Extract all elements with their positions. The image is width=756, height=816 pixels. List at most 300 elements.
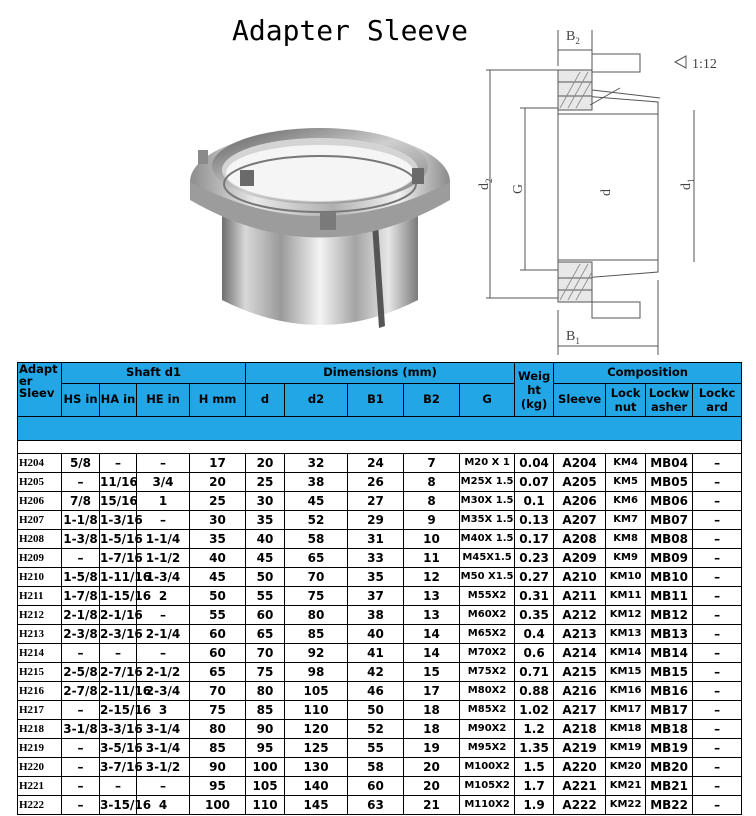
sleeve-cell: A204	[554, 454, 606, 473]
col-he: HE in	[137, 384, 190, 417]
lock-washer-cell: MB18	[646, 720, 693, 739]
h-cell: 60	[190, 625, 246, 644]
label-d2: $d_2$	[477, 178, 494, 190]
thread-cell: M75X2	[460, 663, 515, 682]
d2-cell: 38	[285, 473, 348, 492]
ha-cell: 1-11/16	[100, 568, 137, 587]
he-cell: 3-1/4	[137, 739, 190, 758]
model-cell: H219	[18, 739, 62, 758]
col-lock-nut: Lock nut	[606, 384, 646, 417]
d-cell: 100	[246, 758, 285, 777]
table-row	[18, 720, 742, 739]
lock-nut-cell: KM20	[606, 758, 646, 777]
table-row	[18, 796, 742, 815]
thread-cell: M70X2	[460, 644, 515, 663]
thread-cell: M100X2	[460, 758, 515, 777]
d2-cell: 52	[285, 511, 348, 530]
d-cell: 55	[246, 587, 285, 606]
b1-cell: 46	[348, 682, 404, 701]
ha-cell: 1-5/16	[100, 530, 137, 549]
he-cell: 1-3/4	[137, 568, 190, 587]
sleeve-cell: A208	[554, 530, 606, 549]
d-cell: 110	[246, 796, 285, 815]
model-cell: H218	[18, 720, 62, 739]
lock-card-cell: –	[693, 777, 742, 796]
h-cell: 30	[190, 511, 246, 530]
d2-cell: 145	[285, 796, 348, 815]
he-cell: 4	[137, 796, 190, 815]
ha-cell: 1-3/16	[100, 511, 137, 530]
b1-cell: 55	[348, 739, 404, 758]
b1-cell: 26	[348, 473, 404, 492]
he-cell: 2-1/4	[137, 625, 190, 644]
lock-washer-cell: MB16	[646, 682, 693, 701]
b2-cell: 12	[404, 568, 460, 587]
lock-nut-cell: KM9	[606, 549, 646, 568]
b2-cell: 14	[404, 644, 460, 663]
h-cell: 50	[190, 587, 246, 606]
lock-washer-cell: MB10	[646, 568, 693, 587]
spacer-row	[18, 441, 742, 454]
table-row	[18, 492, 742, 511]
h-cell: 60	[190, 644, 246, 663]
d-cell: 80	[246, 682, 285, 701]
ha-cell: 15/16	[100, 492, 137, 511]
col-sleeve: Sleeve	[554, 384, 606, 417]
lock-washer-cell: MB07	[646, 511, 693, 530]
lock-washer-cell: MB04	[646, 454, 693, 473]
lock-washer-cell: MB14	[646, 644, 693, 663]
table-row	[18, 530, 742, 549]
sleeve-cell: A216	[554, 682, 606, 701]
sleeve-cell: A212	[554, 606, 606, 625]
b2-cell: 20	[404, 777, 460, 796]
header-composition: Composition	[554, 363, 742, 384]
table-row	[18, 511, 742, 530]
b1-cell: 50	[348, 701, 404, 720]
hs-cell: 1-3/8	[62, 530, 100, 549]
weight-cell: 0.6	[515, 644, 554, 663]
b1-cell: 40	[348, 625, 404, 644]
thread-cell: M20 X 1	[460, 454, 515, 473]
he-cell: –	[137, 644, 190, 663]
d-cell: 60	[246, 606, 285, 625]
he-cell: 3	[137, 701, 190, 720]
model-cell: H210	[18, 568, 62, 587]
sleeve-cell: A209	[554, 549, 606, 568]
table-row	[18, 606, 742, 625]
hs-cell: 3-1/8	[62, 720, 100, 739]
weight-cell: 1.35	[515, 739, 554, 758]
col-b2: B2	[404, 384, 460, 417]
thread-cell: M90X2	[460, 720, 515, 739]
model-cell: H222	[18, 796, 62, 815]
thread-cell: M60X2	[460, 606, 515, 625]
d2-cell: 140	[285, 777, 348, 796]
hs-cell: 7/8	[62, 492, 100, 511]
d2-cell: 58	[285, 530, 348, 549]
thread-cell: M110X2	[460, 796, 515, 815]
lock-card-cell: –	[693, 682, 742, 701]
ha-cell: 2-15/16	[100, 701, 137, 720]
weight-cell: 0.13	[515, 511, 554, 530]
d2-cell: 65	[285, 549, 348, 568]
lock-card-cell: –	[693, 644, 742, 663]
lock-card-cell: –	[693, 587, 742, 606]
sleeve-cell: A220	[554, 758, 606, 777]
weight-cell: 0.88	[515, 682, 554, 701]
ha-cell: –	[100, 777, 137, 796]
b2-cell: 9	[404, 511, 460, 530]
lock-nut-cell: KM18	[606, 720, 646, 739]
d-cell: 45	[246, 549, 285, 568]
lock-card-cell: –	[693, 720, 742, 739]
thread-cell: M30X 1.5	[460, 492, 515, 511]
col-hs: HS in	[62, 384, 100, 417]
header-dimensions: Dimensions (mm)	[246, 363, 515, 384]
lock-card-cell: –	[693, 796, 742, 815]
lock-nut-cell: KM17	[606, 701, 646, 720]
adapter-sleeve-photo	[180, 100, 465, 340]
lock-card-cell: –	[693, 511, 742, 530]
b1-cell: 27	[348, 492, 404, 511]
sleeve-cell: A219	[554, 739, 606, 758]
col-d2: d2	[285, 384, 348, 417]
thread-cell: M35X 1.5	[460, 511, 515, 530]
b1-cell: 37	[348, 587, 404, 606]
h-cell: 35	[190, 530, 246, 549]
thread-cell: M85X2	[460, 701, 515, 720]
ha-cell: 3-15/16	[100, 796, 137, 815]
hs-cell: –	[62, 473, 100, 492]
d-cell: 85	[246, 701, 285, 720]
h-cell: 45	[190, 568, 246, 587]
weight-cell: 0.07	[515, 473, 554, 492]
model-cell: H215	[18, 663, 62, 682]
hs-cell: 2-5/8	[62, 663, 100, 682]
sleeve-cell: A207	[554, 511, 606, 530]
d2-cell: 70	[285, 568, 348, 587]
b2-cell: 14	[404, 625, 460, 644]
d-cell: 20	[246, 454, 285, 473]
weight-cell: 1.9	[515, 796, 554, 815]
sleeve-cell: A214	[554, 644, 606, 663]
sleeve-cell: A211	[554, 587, 606, 606]
sleeve-cell: A206	[554, 492, 606, 511]
hs-cell: –	[62, 549, 100, 568]
table-row	[18, 625, 742, 644]
sleeve-cell: A210	[554, 568, 606, 587]
sleeve-cell: A222	[554, 796, 606, 815]
col-lock-card: Lockc ard	[693, 384, 742, 417]
d-cell: 65	[246, 625, 285, 644]
ha-cell: 11/16	[100, 473, 137, 492]
model-cell: H212	[18, 606, 62, 625]
col-h: H mm	[190, 384, 246, 417]
hs-cell: 2-1/8	[62, 606, 100, 625]
lock-nut-cell: KM13	[606, 625, 646, 644]
ha-cell: –	[100, 454, 137, 473]
d2-cell: 130	[285, 758, 348, 777]
lock-card-cell: –	[693, 454, 742, 473]
he-cell: 2-1/2	[137, 663, 190, 682]
lock-nut-cell: KM19	[606, 739, 646, 758]
h-cell: 20	[190, 473, 246, 492]
b1-cell: 42	[348, 663, 404, 682]
weight-cell: 0.4	[515, 625, 554, 644]
h-cell: 100	[190, 796, 246, 815]
ha-cell: 2-1/16	[100, 606, 137, 625]
col-d: d	[246, 384, 285, 417]
thread-cell: M55X2	[460, 587, 515, 606]
h-cell: 90	[190, 758, 246, 777]
b2-cell: 11	[404, 549, 460, 568]
lock-washer-cell: MB15	[646, 663, 693, 682]
ha-cell: 1-15/16	[100, 587, 137, 606]
d2-cell: 32	[285, 454, 348, 473]
model-cell: H213	[18, 625, 62, 644]
lock-washer-cell: MB05	[646, 473, 693, 492]
ha-cell: 1-7/16	[100, 549, 137, 568]
b1-cell: 24	[348, 454, 404, 473]
table-row	[18, 568, 742, 587]
lock-washer-cell: MB12	[646, 606, 693, 625]
b1-cell: 58	[348, 758, 404, 777]
page-title: Adapter Sleeve	[232, 14, 469, 47]
lock-washer-cell: MB13	[646, 625, 693, 644]
lock-nut-cell: KM6	[606, 492, 646, 511]
lock-nut-cell: KM8	[606, 530, 646, 549]
b2-cell: 19	[404, 739, 460, 758]
hs-cell: –	[62, 701, 100, 720]
lock-nut-cell: KM11	[606, 587, 646, 606]
b1-cell: 29	[348, 511, 404, 530]
ha-cell: 2-11/16	[100, 682, 137, 701]
weight-cell: 0.35	[515, 606, 554, 625]
lock-washer-cell: MB06	[646, 492, 693, 511]
hs-cell: 1-1/8	[62, 511, 100, 530]
hs-cell: –	[62, 758, 100, 777]
h-cell: 70	[190, 682, 246, 701]
thread-cell: M40X 1.5	[460, 530, 515, 549]
d2-cell: 75	[285, 587, 348, 606]
lock-washer-cell: MB19	[646, 739, 693, 758]
hs-cell: –	[62, 796, 100, 815]
weight-cell: 0.27	[515, 568, 554, 587]
b1-cell: 31	[348, 530, 404, 549]
label-b1: $B_1$	[566, 329, 580, 346]
he-cell: 3/4	[137, 473, 190, 492]
d2-cell: 45	[285, 492, 348, 511]
d-cell: 30	[246, 492, 285, 511]
d-cell: 105	[246, 777, 285, 796]
hs-cell: 5/8	[62, 454, 100, 473]
he-cell: 2-3/4	[137, 682, 190, 701]
hs-cell: –	[62, 777, 100, 796]
b2-cell: 8	[404, 492, 460, 511]
he-cell: –	[137, 777, 190, 796]
lock-card-cell: –	[693, 549, 742, 568]
lock-card-cell: –	[693, 701, 742, 720]
weight-cell: 0.31	[515, 587, 554, 606]
lock-washer-cell: MB21	[646, 777, 693, 796]
b2-cell: 13	[404, 606, 460, 625]
b2-cell: 21	[404, 796, 460, 815]
weight-cell: 0.17	[515, 530, 554, 549]
lock-card-cell: –	[693, 473, 742, 492]
lock-card-cell: –	[693, 606, 742, 625]
sleeve-cell: A215	[554, 663, 606, 682]
b2-cell: 18	[404, 720, 460, 739]
thread-cell: M80X2	[460, 682, 515, 701]
table-row	[18, 454, 742, 473]
hs-cell: –	[62, 739, 100, 758]
hs-cell: 2-7/8	[62, 682, 100, 701]
d2-cell: 80	[285, 606, 348, 625]
specification-table	[17, 362, 742, 815]
lock-nut-cell: KM22	[606, 796, 646, 815]
table-row	[18, 758, 742, 777]
d-cell: 75	[246, 663, 285, 682]
hs-cell: 2-3/8	[62, 625, 100, 644]
h-cell: 80	[190, 720, 246, 739]
hs-cell: 1-5/8	[62, 568, 100, 587]
thread-cell: M25X 1.5	[460, 473, 515, 492]
lock-nut-cell: KM14	[606, 644, 646, 663]
label-g: G	[511, 183, 526, 194]
h-cell: 75	[190, 701, 246, 720]
model-cell: H206	[18, 492, 62, 511]
h-cell: 85	[190, 739, 246, 758]
b2-cell: 8	[404, 473, 460, 492]
sleeve-cell: A205	[554, 473, 606, 492]
h-cell: 17	[190, 454, 246, 473]
lock-nut-cell: KM5	[606, 473, 646, 492]
lock-nut-cell: KM10	[606, 568, 646, 587]
table-row	[18, 663, 742, 682]
weight-cell: 1.02	[515, 701, 554, 720]
b2-cell: 13	[404, 587, 460, 606]
sleeve-cell: A218	[554, 720, 606, 739]
sleeve-cell: A213	[554, 625, 606, 644]
b2-cell: 20	[404, 758, 460, 777]
ha-cell: 3-3/16	[100, 720, 137, 739]
header-adapter-sleeve: Adapt er Sleev	[18, 363, 62, 417]
header-band	[18, 417, 742, 441]
lock-card-cell: –	[693, 568, 742, 587]
col-ha: HA in	[100, 384, 137, 417]
lock-washer-cell: MB17	[646, 701, 693, 720]
table-row	[18, 549, 742, 568]
table-row	[18, 682, 742, 701]
lock-washer-cell: MB08	[646, 530, 693, 549]
weight-cell: 0.1	[515, 492, 554, 511]
col-b1: B1	[348, 384, 404, 417]
he-cell: 1-1/2	[137, 549, 190, 568]
h-cell: 25	[190, 492, 246, 511]
table-row	[18, 587, 742, 606]
d2-cell: 98	[285, 663, 348, 682]
b2-cell: 7	[404, 454, 460, 473]
sleeve-cell: A217	[554, 701, 606, 720]
h-cell: 95	[190, 777, 246, 796]
header-shaft: Shaft d1	[62, 363, 246, 384]
b2-cell: 18	[404, 701, 460, 720]
lock-card-cell: –	[693, 739, 742, 758]
lock-card-cell: –	[693, 758, 742, 777]
table-row	[18, 777, 742, 796]
d2-cell: 120	[285, 720, 348, 739]
he-cell: –	[137, 511, 190, 530]
model-cell: H207	[18, 511, 62, 530]
d2-cell: 85	[285, 625, 348, 644]
b1-cell: 52	[348, 720, 404, 739]
d-cell: 35	[246, 511, 285, 530]
model-cell: H217	[18, 701, 62, 720]
model-cell: H211	[18, 587, 62, 606]
d-cell: 95	[246, 739, 285, 758]
h-cell: 55	[190, 606, 246, 625]
he-cell: 3-1/4	[137, 720, 190, 739]
ha-cell: 2-3/16	[100, 625, 137, 644]
table-row	[18, 701, 742, 720]
label-b2: $B_2$	[566, 29, 580, 46]
d-cell: 40	[246, 530, 285, 549]
table-row	[18, 473, 742, 492]
label-d1: $d_1$	[679, 178, 696, 190]
lock-card-cell: –	[693, 625, 742, 644]
hs-cell: 1-7/8	[62, 587, 100, 606]
b2-cell: 15	[404, 663, 460, 682]
model-cell: H221	[18, 777, 62, 796]
b1-cell: 41	[348, 644, 404, 663]
col-lock-washer: Lockw asher	[646, 384, 693, 417]
model-cell: H209	[18, 549, 62, 568]
b2-cell: 10	[404, 530, 460, 549]
label-taper: 1:12	[692, 57, 717, 72]
model-cell: H205	[18, 473, 62, 492]
thread-cell: M95X2	[460, 739, 515, 758]
lock-card-cell: –	[693, 492, 742, 511]
lock-card-cell: –	[693, 530, 742, 549]
b1-cell: 38	[348, 606, 404, 625]
lock-nut-cell: KM16	[606, 682, 646, 701]
d-cell: 90	[246, 720, 285, 739]
col-g: G	[460, 384, 515, 417]
he-cell: –	[137, 454, 190, 473]
lock-washer-cell: MB09	[646, 549, 693, 568]
ha-cell: 3-7/16	[100, 758, 137, 777]
he-cell: –	[137, 606, 190, 625]
label-d: d	[599, 189, 614, 196]
b2-cell: 17	[404, 682, 460, 701]
b1-cell: 33	[348, 549, 404, 568]
table-row	[18, 644, 742, 663]
ha-cell: –	[100, 644, 137, 663]
d2-cell: 92	[285, 644, 348, 663]
thread-cell: M105X2	[460, 777, 515, 796]
h-cell: 40	[190, 549, 246, 568]
he-cell: 1	[137, 492, 190, 511]
thread-cell: M65X2	[460, 625, 515, 644]
lock-washer-cell: MB20	[646, 758, 693, 777]
weight-cell: 0.71	[515, 663, 554, 682]
he-cell: 3-1/2	[137, 758, 190, 777]
weight-cell: 1.5	[515, 758, 554, 777]
d-cell: 70	[246, 644, 285, 663]
model-cell: H220	[18, 758, 62, 777]
lock-washer-cell: MB11	[646, 587, 693, 606]
